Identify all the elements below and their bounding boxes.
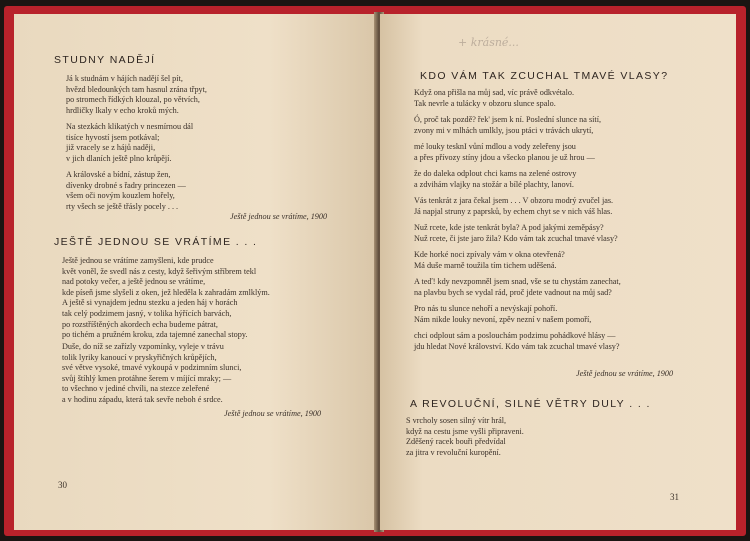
- poem-line: mé louky tesknI vůní mdlou a vody zeleřeny jsou: [414, 142, 576, 151]
- poem-signature: Ještě jednou se vrátíme, 1900: [576, 369, 674, 378]
- poem-line: po stromech řídkých klouzal, po větvích,: [66, 95, 200, 105]
- poem-line: Já k studnám v hájích nadějí šel pít,: [66, 74, 183, 83]
- poem-line: na plavbu bych se vydal rád, proč jdete vadnout na můj sad?: [414, 287, 612, 297]
- poem-line: a přes přívozy stíny jdou a všecko planou je už hrou —: [414, 152, 595, 162]
- poem-line: nad potoky večer, a ještě jednou se vrátíme,: [62, 277, 206, 287]
- poem-line: za jitra v revoluční kuropění.: [406, 447, 501, 457]
- poem-stanza: [414, 331, 620, 352]
- poem-stanza: [414, 142, 595, 163]
- poem-line: zvony mi v mlhách umlkly, jsou ptáci v trávách ukrytí,: [414, 125, 594, 135]
- poem-stanza: [414, 169, 576, 190]
- poem-line: svůj štíhlý kmen protáhne šerem v míjící mraky; —: [62, 373, 232, 383]
- poem-line: tisíce hyvostí jsem potkával;: [66, 132, 160, 142]
- poem-stanza: [66, 122, 193, 164]
- poem-line: kde píseň jsme slyšeli z oken, jež hleděla k zahradám zmlklým.: [62, 287, 270, 297]
- poem-title-revolucni: A REVOLUČNÍ, SILNÉ VĚTRY DULY . . .: [410, 398, 651, 410]
- poem-line: Kde horké noci zpívaly vám v okna otevřená?: [414, 250, 565, 259]
- poem-line: že do daleka odplout chci kams na zelené ostrovy: [414, 169, 577, 178]
- poem-line: dívenky drobné s řadry princezen —: [66, 180, 186, 190]
- poem-line: Když ona přišla na můj sad, víc právě odkvétalo.: [414, 88, 575, 97]
- poem-line: Má duše marně toužila tím tichem uděšená.: [414, 260, 557, 270]
- poem-line: tolik lyriky kanoucí v pryskyřičných krůpějích,: [62, 352, 217, 362]
- poem-line: všem oči novým kouzlem hořely,: [66, 191, 175, 201]
- poem-line: již vracely se z hájů naději,: [66, 143, 156, 153]
- poem-line: květ voněl, že svedl nás z cesty, když šeřivým stříbrem tekl: [62, 266, 257, 276]
- poem-stanza: [414, 223, 618, 244]
- poem-line: po rozstříštěných akordech echa budeme pátrat,: [62, 319, 218, 329]
- poem-line: Duše, do níž se zařízly vzpomínky, vyleje v trávu: [62, 342, 224, 351]
- poem-stanza: [406, 416, 524, 458]
- poem-line: A teď! kdy nevzpomněl jsem snad, vše se tu chystám zanechat,: [414, 277, 621, 286]
- poem-stanza: [414, 277, 621, 298]
- poem-line: Vás tenkrát z jara čekal jsem . . . V obzoru modrý zvučel jas.: [414, 196, 614, 205]
- poem-line: Na stezkách klikatých v nesmírnou dál: [66, 122, 194, 131]
- poem-line: hvězd bledounkých tam hasnul zrána třpyt,: [66, 84, 207, 94]
- poem-line: Nám nikde louky nevoní, zpěv nezní v našem pomoří,: [414, 314, 592, 324]
- poem-line: S vrcholy sosen silný vítr hrál,: [406, 416, 507, 425]
- poem-line: tak celý podzimem jasný, v tolika hýřících barvách,: [62, 308, 232, 318]
- poem-line: Nuž rcete, kde jste tenkrát byla? A pod jakými zeměpásy?: [414, 223, 604, 232]
- poem-line: když na cestu jsme vyšli připraveni.: [406, 426, 524, 436]
- poem-line: Ó, proč tak pozdě? řek' jsem k ní. Poslední slunce na sítí,: [414, 115, 602, 124]
- poem-line: a zdvihám vlajky na stožár a bílé plachty, lanoví.: [414, 179, 574, 189]
- poem-line: chci odplout sám a poslouchám podzimu pohádkové hlásy —: [414, 331, 616, 340]
- poem-stanza: [62, 342, 241, 406]
- poem-line: A ještě si vynajdem jednu stezku a jeden háj v horách: [62, 298, 238, 308]
- pencil-annotation: + krásné...: [458, 36, 519, 49]
- poem-stanza: [414, 250, 565, 271]
- poem-line: rty všech se ještě třásly pocely . . .: [66, 201, 179, 211]
- page-number: 31: [670, 492, 679, 502]
- poem-line: jdu hledat Nové království. Kdo vám tak zcuchal tmavé vlasy?: [414, 341, 620, 351]
- poem-stanza: [62, 256, 270, 341]
- poem-line: své větve vysoké, tmavé vykoupá v podzimním slunci,: [62, 363, 242, 373]
- poem-line: hrdličky lkaly v echo kroků mých.: [66, 105, 179, 115]
- right-page: [380, 14, 736, 530]
- poem-line: po tichém a pružném kroku, zda tajemné zanechal stopy.: [62, 330, 248, 340]
- poem-line: Tak nevrle a tulácky v obzoru slunce spalo.: [414, 98, 556, 108]
- poem-line: Ještě jednou se vrátíme zamyšleni, kde prudce: [62, 256, 214, 265]
- poem-title-studny: STUDNY NADĚJÍ: [54, 54, 156, 66]
- poem-line: v jich dlaních ještě plno krůpějí.: [66, 153, 172, 163]
- poem-line: Nuž rcete, či jste jaro žila? Kdo vám tak zcuchal tmavé vlasy?: [414, 233, 618, 243]
- poem-stanza: [414, 88, 574, 109]
- poem-title-kdo-vam: KDO VÁM TAK ZCUCHAL TMAVÉ VLASY?: [420, 70, 669, 82]
- poem-signature: Ještě jednou se vrátíme, 1900: [224, 409, 322, 418]
- poem-line: A královské a bídní, zástup žen,: [66, 170, 171, 179]
- poem-stanza: [414, 196, 613, 217]
- poem-line: a v hodinu západu, která tak sevře neboh é srdce.: [62, 394, 223, 404]
- poem-line: Pro nás tu slunce nehoří a nevýskají pohoří.: [414, 304, 558, 313]
- left-page: [14, 14, 378, 530]
- poem-line: Já napjal struny z paprsků, by echem chyt se v nich váš hlas.: [414, 206, 613, 216]
- poem-line: Zděšený racek bouři předvídal: [406, 437, 506, 447]
- poem-stanza: [414, 304, 591, 325]
- poem-line: to všechno v jediné chvíli, na stezce zeleřené: [62, 384, 210, 394]
- page-number: 30: [58, 480, 67, 490]
- poem-stanza: [414, 115, 601, 136]
- poem-stanza: [66, 170, 186, 212]
- poem-signature: Ještě jednou se vrátíme, 1900: [230, 212, 328, 221]
- poem-title-jeste-jednou: JEŠTĚ JEDNOU SE VRÁTÍME . . .: [54, 236, 258, 248]
- poem-stanza: [66, 74, 207, 116]
